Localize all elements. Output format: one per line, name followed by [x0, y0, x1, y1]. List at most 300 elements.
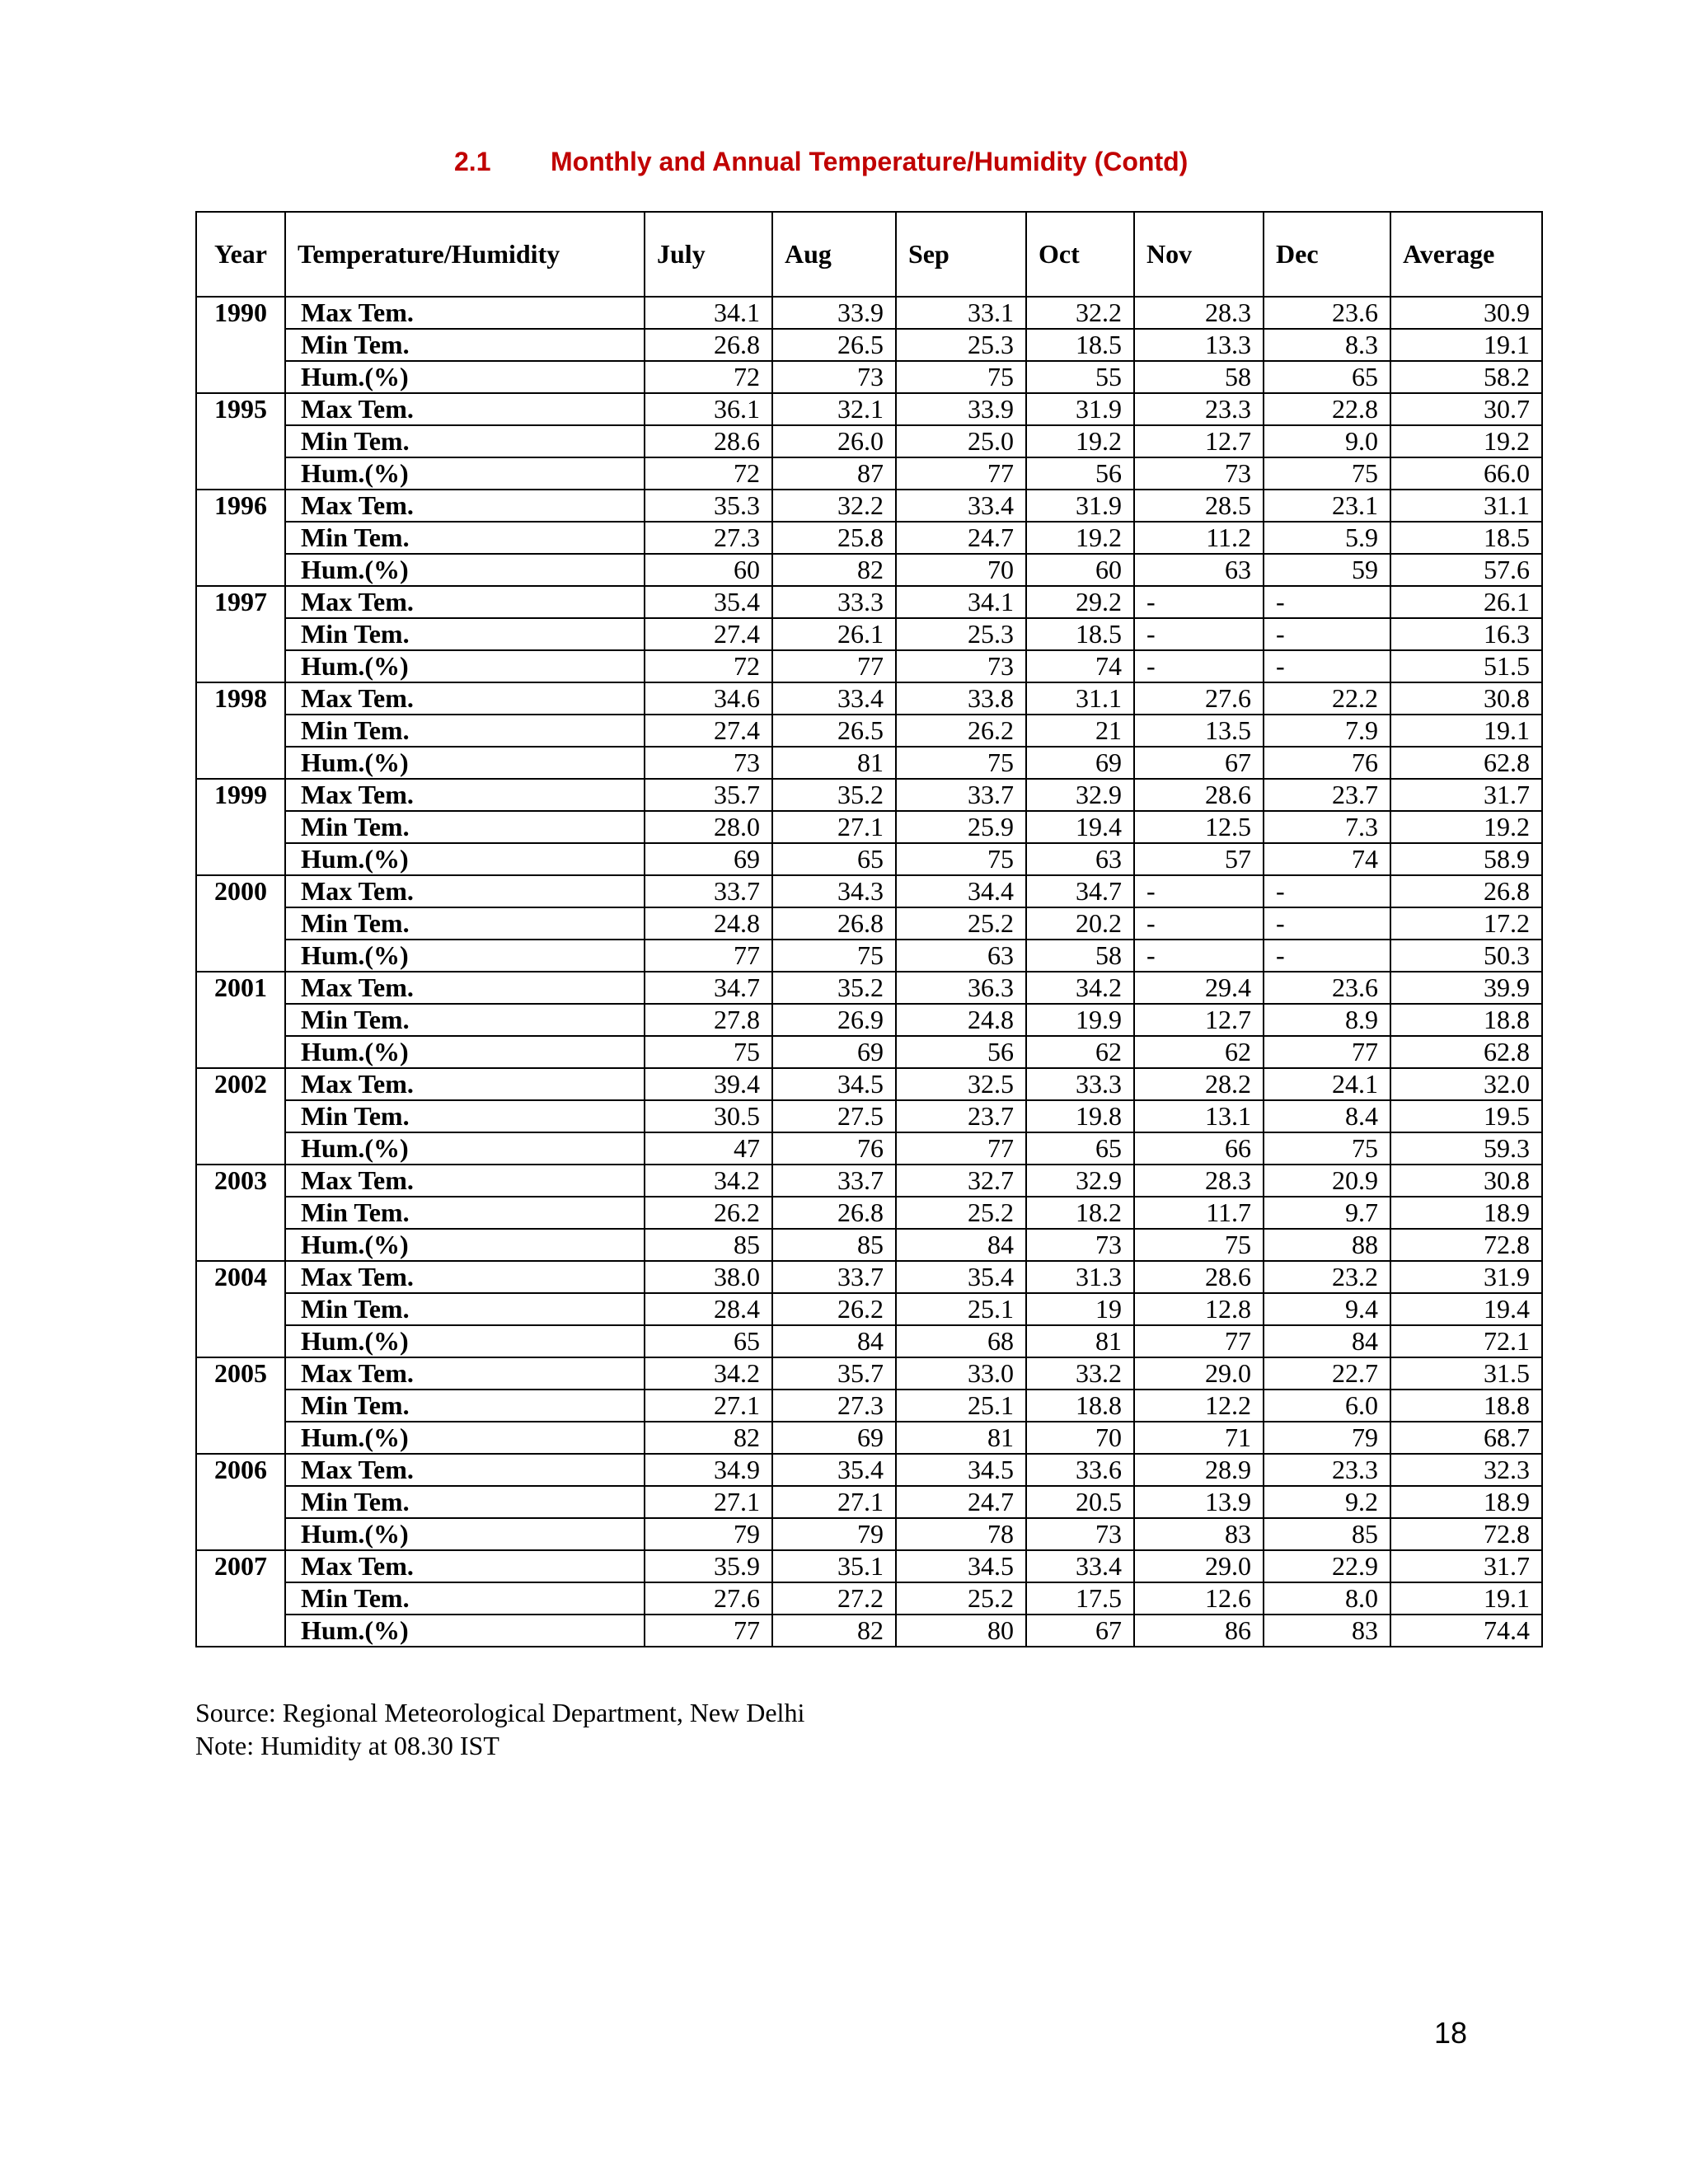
- table-row: [196, 1004, 1542, 1036]
- parameter-cell: Max Tem.: [285, 1454, 645, 1486]
- value-cell: 35.4: [772, 1454, 896, 1486]
- value-cell: 27.2: [772, 1582, 896, 1615]
- value-cell: 19.4: [1026, 811, 1134, 843]
- value-cell: 26.5: [772, 329, 896, 361]
- parameter-cell: Max Tem.: [285, 1550, 645, 1582]
- source-note: Source: Regional Meteorological Department, New Delhi: [195, 1698, 805, 1727]
- parameter-cell: Hum.(%): [285, 457, 645, 490]
- value-cell: 26.2: [896, 715, 1026, 747]
- page-number: 18: [1434, 2016, 1468, 2050]
- value-cell: 60: [645, 554, 772, 586]
- value-cell: 33.6: [1026, 1454, 1134, 1486]
- value-cell: 33.7: [645, 875, 772, 907]
- parameter-cell: Min Tem.: [285, 522, 645, 554]
- value-cell: 18.5: [1026, 329, 1134, 361]
- value-cell: 5.9: [1264, 522, 1390, 554]
- table-row: [196, 618, 1542, 650]
- value-cell: 28.0: [645, 811, 772, 843]
- value-cell: 28.4: [645, 1293, 772, 1325]
- parameter-cell: Min Tem.: [285, 1100, 645, 1132]
- value-cell: 26.1: [1390, 586, 1542, 618]
- value-cell: 33.8: [896, 682, 1026, 715]
- value-cell: 82: [645, 1422, 772, 1454]
- value-cell: 23.1: [1264, 490, 1390, 522]
- value-cell: 32.2: [1026, 297, 1134, 329]
- value-cell: 84: [772, 1325, 896, 1357]
- year-cell: 1998: [196, 682, 285, 779]
- value-cell: 19.2: [1026, 425, 1134, 457]
- value-cell: 6.0: [1264, 1390, 1390, 1422]
- table-row: [196, 490, 1542, 522]
- value-cell: 20.5: [1026, 1486, 1134, 1518]
- column-header: July: [645, 212, 772, 297]
- table-row: [196, 1229, 1542, 1261]
- parameter-cell: Max Tem.: [285, 297, 645, 329]
- value-cell: 18.8: [1026, 1390, 1134, 1422]
- value-cell: 19.1: [1390, 1582, 1542, 1615]
- value-cell: 30.7: [1390, 393, 1542, 425]
- value-cell: -: [1134, 940, 1264, 972]
- value-cell: 72: [645, 361, 772, 393]
- value-cell: 21: [1026, 715, 1134, 747]
- value-cell: 35.3: [645, 490, 772, 522]
- value-cell: 73: [645, 747, 772, 779]
- value-cell: 34.1: [645, 297, 772, 329]
- table-row: [196, 1036, 1542, 1068]
- value-cell: 9.4: [1264, 1293, 1390, 1325]
- value-cell: 25.9: [896, 811, 1026, 843]
- value-cell: 23.2: [1264, 1261, 1390, 1293]
- value-cell: 63: [1026, 843, 1134, 875]
- value-cell: 31.9: [1390, 1261, 1542, 1293]
- value-cell: 34.3: [772, 875, 896, 907]
- value-cell: 83: [1134, 1518, 1264, 1550]
- value-cell: 12.6: [1134, 1582, 1264, 1615]
- value-cell: 34.1: [896, 586, 1026, 618]
- column-header: Sep: [896, 212, 1026, 297]
- value-cell: 34.6: [645, 682, 772, 715]
- value-cell: 27.5: [772, 1100, 896, 1132]
- value-cell: -: [1264, 940, 1390, 972]
- value-cell: 34.7: [1026, 875, 1134, 907]
- value-cell: 30.9: [1390, 297, 1542, 329]
- value-cell: 26.9: [772, 1004, 896, 1036]
- value-cell: 78: [896, 1518, 1026, 1550]
- value-cell: 63: [1134, 554, 1264, 586]
- value-cell: 19.2: [1390, 425, 1542, 457]
- parameter-cell: Hum.(%): [285, 1518, 645, 1550]
- value-cell: 56: [1026, 457, 1134, 490]
- value-cell: 62: [1026, 1036, 1134, 1068]
- value-cell: 35.4: [896, 1261, 1026, 1293]
- value-cell: 27.6: [1134, 682, 1264, 715]
- table-row: [196, 1550, 1542, 1582]
- value-cell: 24.7: [896, 1486, 1026, 1518]
- value-cell: 19.1: [1390, 329, 1542, 361]
- table-row: [196, 779, 1542, 811]
- value-cell: 19.2: [1026, 522, 1134, 554]
- value-cell: 81: [1026, 1325, 1134, 1357]
- parameter-cell: Hum.(%): [285, 1615, 645, 1647]
- value-cell: 77: [772, 650, 896, 682]
- value-cell: 75: [896, 361, 1026, 393]
- table-row: [196, 329, 1542, 361]
- value-cell: 75: [772, 940, 896, 972]
- parameter-cell: Min Tem.: [285, 907, 645, 940]
- value-cell: 35.4: [645, 586, 772, 618]
- table-row: [196, 297, 1542, 329]
- value-cell: 27.4: [645, 715, 772, 747]
- table-row: [196, 1197, 1542, 1229]
- value-cell: 32.3: [1390, 1454, 1542, 1486]
- parameter-cell: Min Tem.: [285, 1293, 645, 1325]
- parameter-cell: Max Tem.: [285, 1357, 645, 1390]
- value-cell: 9.7: [1264, 1197, 1390, 1229]
- value-cell: 33.4: [772, 682, 896, 715]
- value-cell: 16.3: [1390, 618, 1542, 650]
- value-cell: 28.2: [1134, 1068, 1264, 1100]
- value-cell: 28.6: [1134, 1261, 1264, 1293]
- value-cell: 18.8: [1390, 1390, 1542, 1422]
- value-cell: 79: [1264, 1422, 1390, 1454]
- value-cell: 24.1: [1264, 1068, 1390, 1100]
- value-cell: 85: [645, 1229, 772, 1261]
- parameter-cell: Hum.(%): [285, 361, 645, 393]
- value-cell: 27.1: [645, 1390, 772, 1422]
- value-cell: 39.9: [1390, 972, 1542, 1004]
- value-cell: 36.3: [896, 972, 1026, 1004]
- value-cell: 26.0: [772, 425, 896, 457]
- value-cell: 12.7: [1134, 1004, 1264, 1036]
- year-cell: 2004: [196, 1261, 285, 1357]
- table-row: [196, 1518, 1542, 1550]
- value-cell: 62: [1134, 1036, 1264, 1068]
- value-cell: 23.6: [1264, 972, 1390, 1004]
- value-cell: 59.3: [1390, 1132, 1542, 1165]
- value-cell: 39.4: [645, 1068, 772, 1100]
- value-cell: 35.2: [772, 779, 896, 811]
- year-cell: 1996: [196, 490, 285, 586]
- value-cell: 73: [896, 650, 1026, 682]
- value-cell: 19.8: [1026, 1100, 1134, 1132]
- value-cell: 65: [772, 843, 896, 875]
- parameter-cell: Hum.(%): [285, 1325, 645, 1357]
- value-cell: -: [1134, 875, 1264, 907]
- value-cell: -: [1264, 586, 1390, 618]
- value-cell: 25.2: [896, 907, 1026, 940]
- value-cell: 74.4: [1390, 1615, 1542, 1647]
- value-cell: 84: [896, 1229, 1026, 1261]
- table-row: [196, 1454, 1542, 1486]
- table-row: [196, 361, 1542, 393]
- value-cell: 66: [1134, 1132, 1264, 1165]
- value-cell: 47: [645, 1132, 772, 1165]
- value-cell: 35.7: [772, 1357, 896, 1390]
- value-cell: 30.8: [1390, 1165, 1542, 1197]
- value-cell: 29.0: [1134, 1357, 1264, 1390]
- value-cell: 73: [1026, 1229, 1134, 1261]
- value-cell: 24.7: [896, 522, 1026, 554]
- table-row: [196, 682, 1542, 715]
- table-row: [196, 1100, 1542, 1132]
- parameter-cell: Max Tem.: [285, 1165, 645, 1197]
- parameter-cell: Max Tem.: [285, 875, 645, 907]
- parameter-cell: Max Tem.: [285, 490, 645, 522]
- value-cell: 26.8: [772, 1197, 896, 1229]
- value-cell: 56: [896, 1036, 1026, 1068]
- year-cell: 2003: [196, 1165, 285, 1261]
- value-cell: 84: [1264, 1325, 1390, 1357]
- value-cell: 74: [1026, 650, 1134, 682]
- column-header: Temperature/Humidity: [285, 212, 645, 297]
- table-row: [196, 554, 1542, 586]
- table-row: [196, 457, 1542, 490]
- table-row: [196, 940, 1542, 972]
- table-row: [196, 650, 1542, 682]
- value-cell: 12.7: [1134, 425, 1264, 457]
- value-cell: 28.6: [1134, 779, 1264, 811]
- year-cell: 2006: [196, 1454, 285, 1550]
- value-cell: 87: [772, 457, 896, 490]
- value-cell: 33.4: [1026, 1550, 1134, 1582]
- humidity-note: Note: Humidity at 08.30 IST: [195, 1731, 499, 1760]
- value-cell: 26.8: [772, 907, 896, 940]
- value-cell: 27.1: [645, 1486, 772, 1518]
- value-cell: 30.5: [645, 1100, 772, 1132]
- value-cell: 71: [1134, 1422, 1264, 1454]
- value-cell: 34.2: [1026, 972, 1134, 1004]
- value-cell: 34.5: [896, 1454, 1026, 1486]
- section-number: 2.1: [454, 147, 491, 176]
- value-cell: 33.3: [1026, 1068, 1134, 1100]
- value-cell: 22.7: [1264, 1357, 1390, 1390]
- value-cell: 26.8: [1390, 875, 1542, 907]
- value-cell: 26.2: [772, 1293, 896, 1325]
- value-cell: 8.0: [1264, 1582, 1390, 1615]
- value-cell: 85: [1264, 1518, 1390, 1550]
- value-cell: 34.9: [645, 1454, 772, 1486]
- value-cell: 19.5: [1390, 1100, 1542, 1132]
- value-cell: 51.5: [1390, 650, 1542, 682]
- parameter-cell: Min Tem.: [285, 1390, 645, 1422]
- value-cell: 75: [1264, 1132, 1390, 1165]
- value-cell: 73: [1134, 457, 1264, 490]
- parameter-cell: Hum.(%): [285, 940, 645, 972]
- value-cell: 29.2: [1026, 586, 1134, 618]
- value-cell: 33.0: [896, 1357, 1026, 1390]
- value-cell: 33.1: [896, 297, 1026, 329]
- value-cell: 27.8: [645, 1004, 772, 1036]
- value-cell: 26.1: [772, 618, 896, 650]
- value-cell: 62.8: [1390, 1036, 1542, 1068]
- value-cell: 32.1: [772, 393, 896, 425]
- value-cell: 19: [1026, 1293, 1134, 1325]
- value-cell: 86: [1134, 1615, 1264, 1647]
- year-cell: 1999: [196, 779, 285, 875]
- value-cell: 58.2: [1390, 361, 1542, 393]
- value-cell: 28.3: [1134, 1165, 1264, 1197]
- value-cell: 76: [1264, 747, 1390, 779]
- value-cell: 25.1: [896, 1293, 1026, 1325]
- value-cell: 73: [772, 361, 896, 393]
- table-row: [196, 522, 1542, 554]
- table-row: [196, 1422, 1542, 1454]
- value-cell: 57.6: [1390, 554, 1542, 586]
- value-cell: 18.9: [1390, 1197, 1542, 1229]
- value-cell: 69: [645, 843, 772, 875]
- value-cell: 25.2: [896, 1582, 1026, 1615]
- value-cell: 69: [772, 1036, 896, 1068]
- value-cell: 26.2: [645, 1197, 772, 1229]
- table-row: [196, 1261, 1542, 1293]
- value-cell: 8.9: [1264, 1004, 1390, 1036]
- value-cell: -: [1134, 907, 1264, 940]
- value-cell: 70: [896, 554, 1026, 586]
- value-cell: 19.4: [1390, 1293, 1542, 1325]
- year-cell: 2000: [196, 875, 285, 972]
- parameter-cell: Max Tem.: [285, 393, 645, 425]
- value-cell: 24.8: [645, 907, 772, 940]
- value-cell: 32.9: [1026, 1165, 1134, 1197]
- parameter-cell: Min Tem.: [285, 715, 645, 747]
- table-row: [196, 1582, 1542, 1615]
- parameter-cell: Max Tem.: [285, 586, 645, 618]
- value-cell: 26.8: [645, 329, 772, 361]
- value-cell: 75: [896, 747, 1026, 779]
- table-row: [196, 586, 1542, 618]
- value-cell: 75: [896, 843, 1026, 875]
- parameter-cell: Max Tem.: [285, 972, 645, 1004]
- value-cell: 35.9: [645, 1550, 772, 1582]
- value-cell: 34.4: [896, 875, 1026, 907]
- value-cell: 32.9: [1026, 779, 1134, 811]
- value-cell: 83: [1264, 1615, 1390, 1647]
- value-cell: 75: [645, 1036, 772, 1068]
- value-cell: 25.1: [896, 1390, 1026, 1422]
- value-cell: 27.1: [772, 811, 896, 843]
- value-cell: 33.3: [772, 586, 896, 618]
- value-cell: 69: [1026, 747, 1134, 779]
- value-cell: 72: [645, 457, 772, 490]
- value-cell: 77: [645, 1615, 772, 1647]
- value-cell: 80: [896, 1615, 1026, 1647]
- value-cell: 65: [1264, 361, 1390, 393]
- value-cell: 19.9: [1026, 1004, 1134, 1036]
- table-row: [196, 1615, 1542, 1647]
- value-cell: 23.7: [1264, 779, 1390, 811]
- value-cell: 13.3: [1134, 329, 1264, 361]
- value-cell: 77: [896, 1132, 1026, 1165]
- table-row: [196, 1165, 1542, 1197]
- table-row: [196, 1293, 1542, 1325]
- year-cell: 2005: [196, 1357, 285, 1454]
- value-cell: 18.2: [1026, 1197, 1134, 1229]
- value-cell: 23.6: [1264, 297, 1390, 329]
- value-cell: -: [1134, 618, 1264, 650]
- value-cell: 18.5: [1026, 618, 1134, 650]
- value-cell: 34.2: [645, 1165, 772, 1197]
- value-cell: 29.0: [1134, 1550, 1264, 1582]
- year-cell: 1997: [196, 586, 285, 682]
- value-cell: 57: [1134, 843, 1264, 875]
- table-row: [196, 972, 1542, 1004]
- table-row: [196, 715, 1542, 747]
- value-cell: 67: [1134, 747, 1264, 779]
- value-cell: 7.9: [1264, 715, 1390, 747]
- value-cell: 31.9: [1026, 393, 1134, 425]
- value-cell: 9.2: [1264, 1486, 1390, 1518]
- value-cell: 27.6: [645, 1582, 772, 1615]
- value-cell: 28.9: [1134, 1454, 1264, 1486]
- value-cell: 28.3: [1134, 297, 1264, 329]
- value-cell: 58.9: [1390, 843, 1542, 875]
- value-cell: 60: [1026, 554, 1134, 586]
- value-cell: 79: [772, 1518, 896, 1550]
- value-cell: 32.0: [1390, 1068, 1542, 1100]
- column-header: Dec: [1264, 212, 1390, 297]
- value-cell: 23.3: [1134, 393, 1264, 425]
- value-cell: 13.5: [1134, 715, 1264, 747]
- value-cell: 22.8: [1264, 393, 1390, 425]
- value-cell: 27.1: [772, 1486, 896, 1518]
- parameter-cell: Min Tem.: [285, 618, 645, 650]
- parameter-cell: Max Tem.: [285, 682, 645, 715]
- value-cell: 81: [772, 747, 896, 779]
- value-cell: 82: [772, 554, 896, 586]
- value-cell: 8.4: [1264, 1100, 1390, 1132]
- table-row: [196, 1132, 1542, 1165]
- value-cell: 35.7: [645, 779, 772, 811]
- table-row: [196, 747, 1542, 779]
- value-cell: 11.7: [1134, 1197, 1264, 1229]
- value-cell: 33.7: [772, 1261, 896, 1293]
- value-cell: 33.7: [896, 779, 1026, 811]
- value-cell: 75: [1134, 1229, 1264, 1261]
- value-cell: 27.3: [772, 1390, 896, 1422]
- value-cell: 31.5: [1390, 1357, 1542, 1390]
- year-cell: 2001: [196, 972, 285, 1068]
- value-cell: 34.5: [772, 1068, 896, 1100]
- value-cell: 72.8: [1390, 1518, 1542, 1550]
- value-cell: 33.4: [896, 490, 1026, 522]
- table-row: [196, 1390, 1542, 1422]
- parameter-cell: Hum.(%): [285, 1229, 645, 1261]
- column-header: Aug: [772, 212, 896, 297]
- value-cell: 88: [1264, 1229, 1390, 1261]
- parameter-cell: Max Tem.: [285, 1261, 645, 1293]
- value-cell: 50.3: [1390, 940, 1542, 972]
- value-cell: 31.3: [1026, 1261, 1134, 1293]
- value-cell: 81: [896, 1422, 1026, 1454]
- value-cell: 67: [1026, 1615, 1134, 1647]
- value-cell: 24.8: [896, 1004, 1026, 1036]
- value-cell: -: [1264, 907, 1390, 940]
- table-header-row: [196, 212, 1542, 297]
- value-cell: 34.5: [896, 1550, 1026, 1582]
- value-cell: 17.2: [1390, 907, 1542, 940]
- value-cell: 38.0: [645, 1261, 772, 1293]
- value-cell: 34.7: [645, 972, 772, 1004]
- value-cell: 31.7: [1390, 779, 1542, 811]
- value-cell: 18.8: [1390, 1004, 1542, 1036]
- value-cell: 33.7: [772, 1165, 896, 1197]
- parameter-cell: Hum.(%): [285, 650, 645, 682]
- table-row: [196, 1357, 1542, 1390]
- table-row: [196, 875, 1542, 907]
- value-cell: -: [1134, 586, 1264, 618]
- value-cell: 85: [772, 1229, 896, 1261]
- parameter-cell: Min Tem.: [285, 811, 645, 843]
